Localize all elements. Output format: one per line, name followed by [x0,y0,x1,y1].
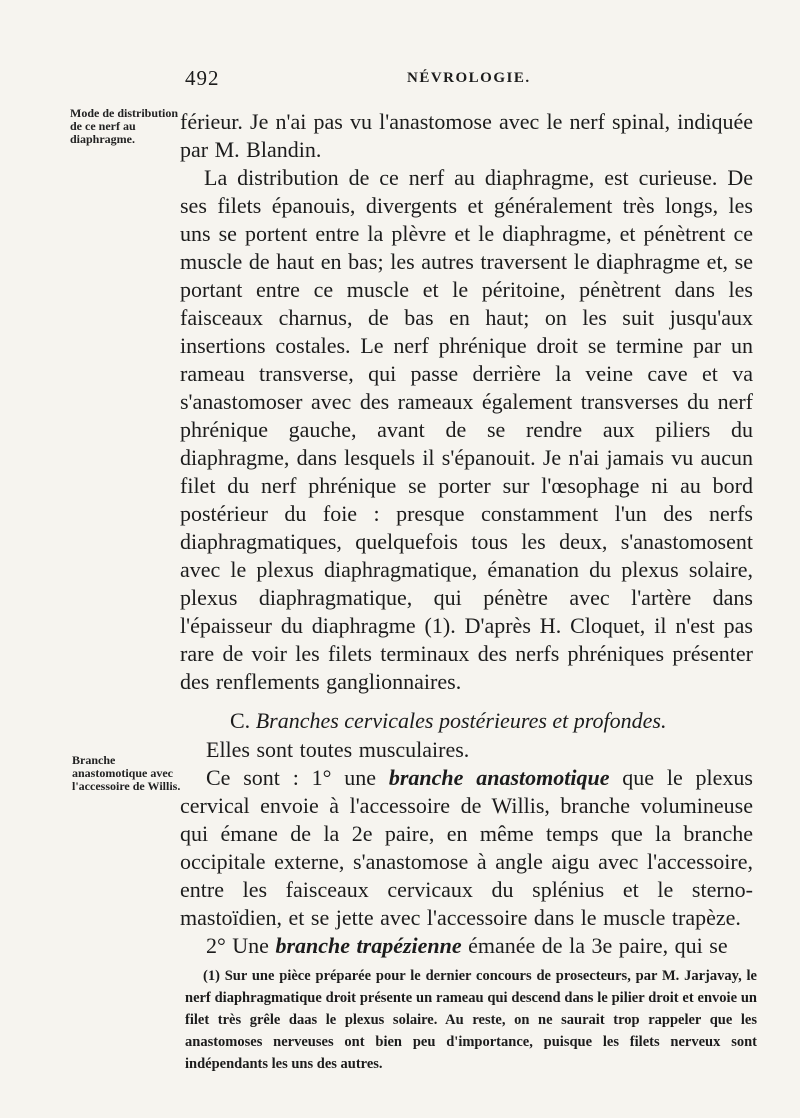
text-run: émanée de la 3e paire, qui se [461,933,728,958]
paragraph-text: férieur. Je n'ai pas vu l'anastomose avec le nerf spinal, indiquée par M. Blandin. [180,109,753,162]
section-heading [230,708,666,734]
page-number: 492 [185,66,220,90]
text-run: Ce sont : 1° une [206,765,389,790]
text-run: 2° Une [206,933,276,958]
text-run: que le plexus cervical envoie à l'accessoire de Willis, branche volumineuse qui émane de la 2e paire, en même temps que la branche occipitale externe, s'anastomose à angle aigu avec l'accessoire, entre les faisceaux cervicaux du splénius et le sterno-mastoïdien, et se jette avec l'accessoire dans le muscle trapèze. [180,765,753,930]
section-letter: C. [230,708,251,733]
paragraph-continuation [180,108,753,164]
term-emphasis: branche trapézienne [275,933,462,958]
footnote [185,965,757,1075]
paragraph-text: Elles sont toutes musculaires. [206,737,470,762]
margin-note-anastomotic-branch: Branche anastomotique avec l'accessoire de Willis. [72,753,181,793]
term-emphasis: branche anastomotique [388,765,610,790]
paragraph-trapezian-branch [180,932,753,960]
footnote-text: (1) Sur une pièce préparée pour le dernier concours de prosecteurs, par M. Jarjavay, le nerf diaphragmatique droit présente un rameau qui descend dans le pilier droit et envoie un filet très grêle daas le plexus solaire. Au reste, on ne saurait trop rappeler que les anastomoses nerveuses ont bien peu d'importance, puisque les filets nerveux sont indépendants les uns des autres. [185,968,757,1072]
paragraph-distribution [180,164,753,696]
page-header [185,66,705,96]
paragraph-musculaires [180,736,753,764]
section-title: Branches cervicales postérieures et profondes. [255,708,667,733]
paragraph-anastomotic-branch [180,764,753,932]
running-title: NÉVROLOGIE. [407,70,531,86]
margin-note-distribution: Mode de distribution de ce nerf au diaphragme. [70,106,179,146]
paragraph-text: La distribution de ce nerf au diaphragme, est curieuse. De ses filets épanouis, divergents et généralement très longs, les uns se portent entre la plèvre et le diaphragme, et pénètrent ce muscle de haut en bas; les autres traversent le diaphragme et, se portant entre ce muscle et le péritoine, pénètrent dans les faisceaux charnus, de bas en haut; on les suit jusqu'aux insertions costales. Le nerf phrénique droit se termine par un rameau transverse, qui passe derrière la veine cave et va s'anastomoser avec des rameaux également transverses du nerf phrénique gauche, avant de se rendre aux piliers du diaphragme, dans lesquels il s'épanouit. Je n'ai jamais vu aucun filet du nerf phrénique se porter sur l'œsophage ni au bord postérieur du foie : presque constamment l'un des nerfs diaphragmatiques, quelquefois tous les deux, s'anastomosent avec le plexus diaphragmatique, émanation du plexus solaire, plexus diaphragmatique, qui pénètre avec l'artère dans l'épaisseur du diaphragme (1). D'après H. Cloquet, il n'est pas rare de voir les filets terminaux des nerfs phréniques présenter des renflements ganglionnaires. [180,165,753,694]
